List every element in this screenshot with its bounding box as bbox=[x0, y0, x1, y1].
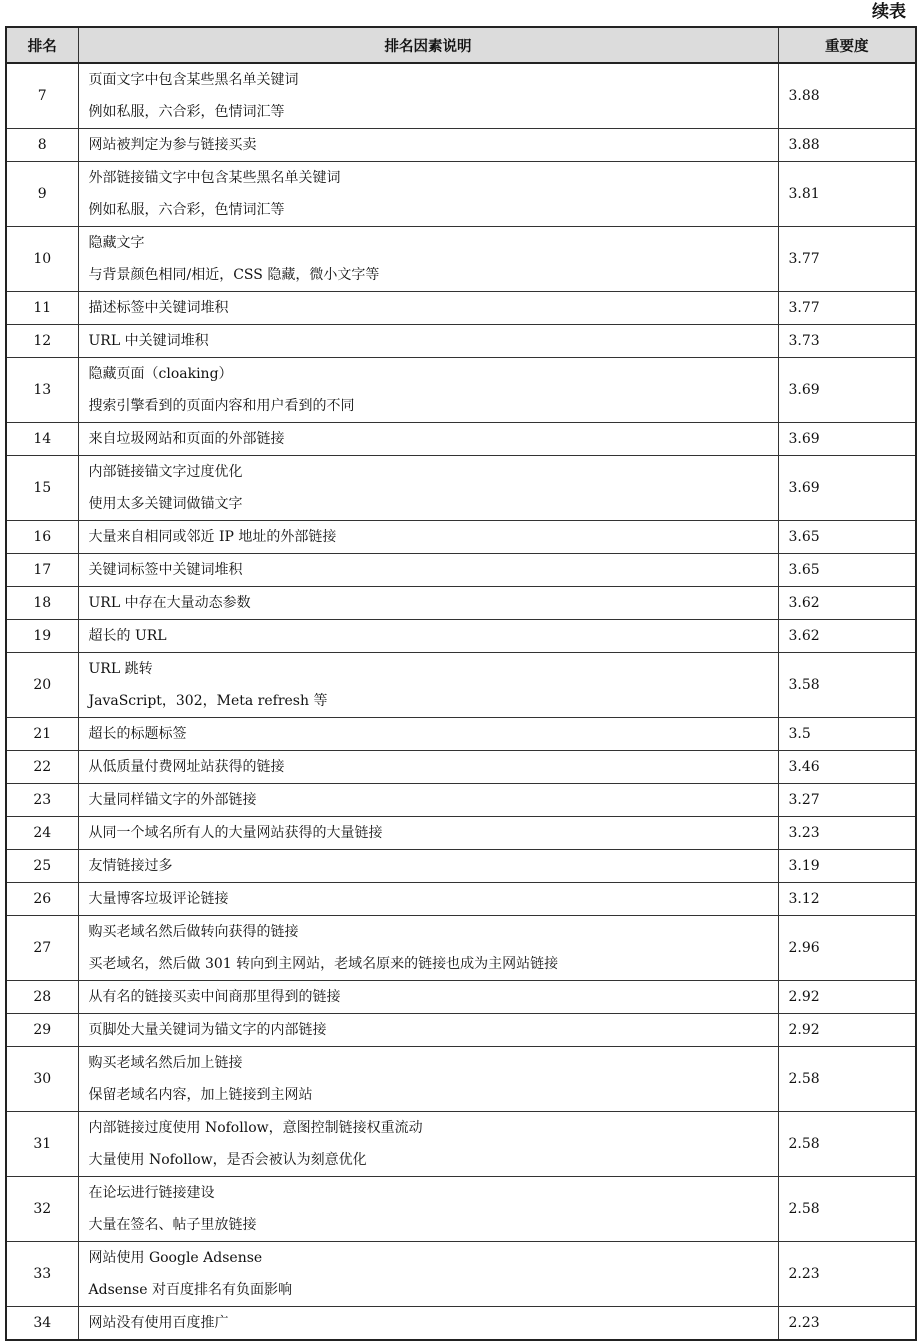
importance-cell: 3.81 bbox=[778, 162, 916, 227]
description-detail-line: 搜索引擎看到的页面内容和用户看到的不同 bbox=[88, 398, 355, 414]
rank-cell: 15 bbox=[6, 456, 78, 521]
header-importance: 重要度 bbox=[778, 27, 916, 63]
table-row bbox=[6, 850, 916, 883]
description-line: URL 中关键词堆积 bbox=[88, 333, 209, 349]
table-row bbox=[6, 292, 916, 325]
description-line: 友情链接过多 bbox=[88, 858, 173, 874]
table-row bbox=[6, 456, 916, 521]
importance-cell: 3.27 bbox=[778, 784, 916, 817]
table-row bbox=[6, 916, 916, 981]
description-cell bbox=[78, 129, 778, 162]
description-line: URL 跳转 bbox=[88, 661, 153, 677]
description-line: 网站被判定为参与链接买卖 bbox=[88, 137, 257, 153]
table-row bbox=[6, 1014, 916, 1047]
description-cell bbox=[78, 620, 778, 653]
description-line: 描述标签中关键词堆积 bbox=[88, 300, 229, 316]
rank-cell: 23 bbox=[6, 784, 78, 817]
table-row bbox=[6, 227, 916, 292]
importance-cell: 3.88 bbox=[778, 63, 916, 129]
description-line: 隐藏文字 bbox=[88, 235, 145, 251]
description-line: 购买老域名然后做转向获得的链接 bbox=[88, 924, 299, 940]
description-line: 在论坛进行链接建设 bbox=[88, 1185, 215, 1201]
description-line: 页脚处大量关键词为锚文字的内部链接 bbox=[88, 1022, 327, 1038]
importance-cell: 2.96 bbox=[778, 916, 916, 981]
description-cell bbox=[78, 521, 778, 554]
rank-cell: 32 bbox=[6, 1177, 78, 1242]
table-row bbox=[6, 358, 916, 423]
rank-cell: 21 bbox=[6, 718, 78, 751]
table-row bbox=[6, 554, 916, 587]
importance-cell: 3.23 bbox=[778, 817, 916, 850]
description-cell bbox=[78, 554, 778, 587]
description-line: 隐藏页面（cloaking） bbox=[88, 366, 233, 382]
rank-cell: 31 bbox=[6, 1112, 78, 1177]
importance-cell: 3.5 bbox=[778, 718, 916, 751]
table-header-row bbox=[6, 27, 916, 63]
table-row bbox=[6, 521, 916, 554]
importance-cell: 3.12 bbox=[778, 883, 916, 916]
description-cell bbox=[78, 817, 778, 850]
table-row bbox=[6, 63, 916, 129]
rank-cell: 12 bbox=[6, 325, 78, 358]
importance-cell: 3.69 bbox=[778, 456, 916, 521]
description-cell bbox=[78, 1112, 778, 1177]
table-row bbox=[6, 1307, 916, 1341]
description-cell bbox=[78, 358, 778, 423]
importance-cell: 3.62 bbox=[778, 620, 916, 653]
table-row bbox=[6, 129, 916, 162]
importance-cell: 2.58 bbox=[778, 1112, 916, 1177]
rank-cell: 14 bbox=[6, 423, 78, 456]
description-detail-line: 与背景颜色相同/相近，CSS 隐藏，微小文字等 bbox=[88, 267, 380, 283]
importance-cell: 2.23 bbox=[778, 1307, 916, 1341]
description-cell bbox=[78, 916, 778, 981]
rank-cell: 20 bbox=[6, 653, 78, 718]
rank-cell: 30 bbox=[6, 1047, 78, 1112]
description-line: 从低质量付费网址站获得的链接 bbox=[88, 759, 285, 775]
description-cell bbox=[78, 63, 778, 129]
description-detail-line: 例如私服，六合彩，色情词汇等 bbox=[88, 202, 285, 218]
description-cell bbox=[78, 325, 778, 358]
description-cell bbox=[78, 292, 778, 325]
rank-cell: 7 bbox=[6, 63, 78, 129]
description-detail-line: Adsense 对百度排名有负面影响 bbox=[88, 1282, 292, 1298]
description-cell bbox=[78, 718, 778, 751]
table-row bbox=[6, 1177, 916, 1242]
table-row bbox=[6, 1242, 916, 1307]
table-row bbox=[6, 817, 916, 850]
description-cell bbox=[78, 1242, 778, 1307]
table-row bbox=[6, 1112, 916, 1177]
description-cell bbox=[78, 162, 778, 227]
description-line: 购买老域名然后加上链接 bbox=[88, 1055, 243, 1071]
table-row bbox=[6, 784, 916, 817]
table-row bbox=[6, 325, 916, 358]
description-detail-line: JavaScript，302，Meta refresh 等 bbox=[88, 693, 328, 709]
importance-cell: 2.92 bbox=[778, 1014, 916, 1047]
table-body bbox=[6, 63, 916, 1340]
rank-cell: 9 bbox=[6, 162, 78, 227]
rank-cell: 8 bbox=[6, 129, 78, 162]
description-line: 网站使用 Google Adsense bbox=[88, 1250, 263, 1266]
rank-cell: 22 bbox=[6, 751, 78, 784]
table-row bbox=[6, 981, 916, 1014]
description-cell bbox=[78, 751, 778, 784]
description-cell bbox=[78, 1307, 778, 1341]
description-line: 大量来自相同或邻近 IP 地址的外部链接 bbox=[88, 529, 337, 545]
rank-cell: 16 bbox=[6, 521, 78, 554]
description-line: 超长的标题标签 bbox=[88, 726, 187, 742]
rank-cell: 28 bbox=[6, 981, 78, 1014]
rank-cell: 27 bbox=[6, 916, 78, 981]
description-line: 关键词标签中关键词堆积 bbox=[88, 562, 243, 578]
description-detail-line: 大量在签名、帖子里放链接 bbox=[88, 1217, 257, 1233]
rank-cell: 24 bbox=[6, 817, 78, 850]
importance-cell: 3.19 bbox=[778, 850, 916, 883]
description-cell bbox=[78, 587, 778, 620]
rank-cell: 34 bbox=[6, 1307, 78, 1341]
header-description: 排名因素说明 bbox=[78, 27, 778, 63]
description-cell bbox=[78, 227, 778, 292]
importance-cell: 2.58 bbox=[778, 1177, 916, 1242]
table-row bbox=[6, 883, 916, 916]
description-detail-line: 保留老域名内容，加上链接到主网站 bbox=[88, 1087, 313, 1103]
rank-cell: 29 bbox=[6, 1014, 78, 1047]
description-detail-line: 买老域名，然后做 301 转向到主网站，老域名原来的链接也成为主网站链接 bbox=[88, 956, 559, 972]
description-line: URL 中存在大量动态参数 bbox=[88, 595, 251, 611]
header-rank: 排名 bbox=[6, 27, 78, 63]
importance-cell: 2.92 bbox=[778, 981, 916, 1014]
description-cell bbox=[78, 883, 778, 916]
importance-cell: 3.58 bbox=[778, 653, 916, 718]
description-line: 大量同样锚文字的外部链接 bbox=[88, 792, 257, 808]
rank-cell: 19 bbox=[6, 620, 78, 653]
importance-cell: 3.65 bbox=[778, 554, 916, 587]
rank-cell: 11 bbox=[6, 292, 78, 325]
description-line: 超长的 URL bbox=[88, 628, 167, 644]
description-cell bbox=[78, 423, 778, 456]
description-line: 页面文字中包含某些黑名单关键词 bbox=[88, 72, 299, 88]
rank-cell: 33 bbox=[6, 1242, 78, 1307]
rank-cell: 13 bbox=[6, 358, 78, 423]
description-line: 内部链接过度使用 Nofollow，意图控制链接权重流动 bbox=[88, 1120, 423, 1136]
importance-cell: 3.65 bbox=[778, 521, 916, 554]
importance-cell: 3.77 bbox=[778, 227, 916, 292]
rank-cell: 26 bbox=[6, 883, 78, 916]
importance-cell: 3.46 bbox=[778, 751, 916, 784]
importance-cell: 3.62 bbox=[778, 587, 916, 620]
ranking-factors-table bbox=[5, 26, 917, 1341]
importance-cell: 3.73 bbox=[778, 325, 916, 358]
description-detail-line: 例如私服，六合彩，色情词汇等 bbox=[88, 104, 285, 120]
importance-cell: 3.69 bbox=[778, 358, 916, 423]
importance-cell: 3.77 bbox=[778, 292, 916, 325]
description-cell bbox=[78, 1014, 778, 1047]
table-row bbox=[6, 653, 916, 718]
rank-cell: 17 bbox=[6, 554, 78, 587]
description-line: 外部链接锚文字中包含某些黑名单关键词 bbox=[88, 170, 341, 186]
description-cell bbox=[78, 1047, 778, 1112]
importance-cell: 2.58 bbox=[778, 1047, 916, 1112]
description-cell bbox=[78, 456, 778, 521]
description-cell bbox=[78, 1177, 778, 1242]
description-cell bbox=[78, 784, 778, 817]
description-cell bbox=[78, 653, 778, 718]
description-line: 从同一个域名所有人的大量网站获得的大量链接 bbox=[88, 825, 383, 841]
table-row bbox=[6, 620, 916, 653]
importance-cell: 3.69 bbox=[778, 423, 916, 456]
description-detail-line: 大量使用 Nofollow，是否会被认为刻意优化 bbox=[88, 1152, 367, 1168]
description-line: 从有名的链接买卖中间商那里得到的链接 bbox=[88, 989, 341, 1005]
table-row bbox=[6, 1047, 916, 1112]
importance-cell: 3.88 bbox=[778, 129, 916, 162]
rank-cell: 18 bbox=[6, 587, 78, 620]
description-line: 来自垃圾网站和页面的外部链接 bbox=[88, 431, 285, 447]
table-row bbox=[6, 162, 916, 227]
table-row bbox=[6, 718, 916, 751]
table-row bbox=[6, 587, 916, 620]
table-row bbox=[6, 751, 916, 784]
description-detail-line: 使用太多关键词做锚文字 bbox=[88, 496, 243, 512]
description-line: 大量博客垃圾评论链接 bbox=[88, 891, 229, 907]
rank-cell: 25 bbox=[6, 850, 78, 883]
importance-cell: 2.23 bbox=[778, 1242, 916, 1307]
description-line: 内部链接锚文字过度优化 bbox=[88, 464, 243, 480]
rank-cell: 10 bbox=[6, 227, 78, 292]
table-continued-caption: 续表 bbox=[872, 2, 906, 22]
description-line: 网站没有使用百度推广 bbox=[88, 1315, 229, 1331]
table-row bbox=[6, 423, 916, 456]
description-cell bbox=[78, 981, 778, 1014]
description-cell bbox=[78, 850, 778, 883]
